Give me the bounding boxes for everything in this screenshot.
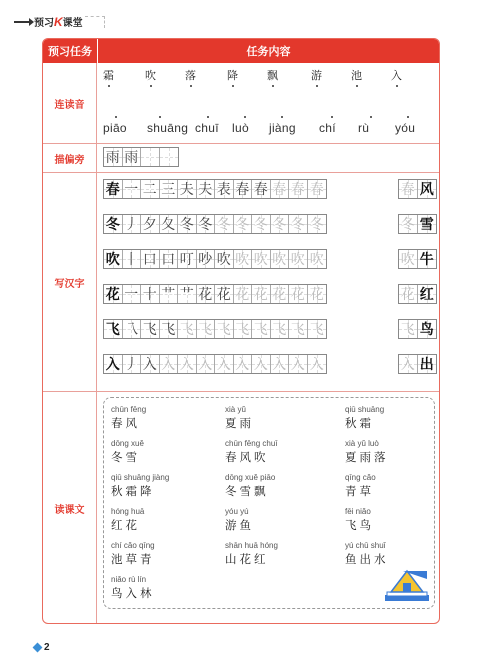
grid-cell [215, 355, 234, 373]
phrase-pinyin: hóng huā [111, 507, 145, 516]
word-char: 出 [419, 357, 434, 373]
divider [43, 172, 439, 173]
word-grid [398, 179, 437, 199]
read-aloud-pinyin: shuāng [147, 121, 189, 135]
trace-char: 入 [290, 357, 305, 373]
word-char: 鸟 [419, 322, 434, 338]
read-aloud-char: 霜 [103, 69, 114, 82]
trace-char: 冬 [253, 217, 268, 233]
grid-cell [104, 355, 123, 373]
arrow-icon [14, 21, 32, 23]
trace-char: 吹 [253, 252, 268, 268]
grid-cell [141, 285, 160, 303]
grid-cell [104, 215, 123, 233]
trace-char: 春 [290, 182, 305, 198]
phrase [225, 541, 278, 567]
grid-cell [271, 285, 290, 303]
grid-cell [271, 250, 290, 268]
stroke-char: 花 [216, 287, 231, 303]
word-grid [398, 319, 437, 339]
trace-char: 入 [216, 357, 231, 373]
grid-cell [418, 285, 437, 303]
grid-cell [178, 180, 197, 198]
dot-marker [356, 85, 358, 87]
trace-char: 吹 [400, 252, 415, 268]
trace-char: 飞 [235, 322, 250, 338]
dot-marker [407, 116, 409, 118]
grid-cell [308, 180, 327, 198]
dot-marker [316, 85, 318, 87]
dot-marker [150, 85, 152, 87]
grid-cell [308, 320, 327, 338]
grid-char: 冬 [105, 217, 120, 233]
grid-cell [178, 250, 197, 268]
phrase [345, 541, 389, 567]
stroke-char: 吵 [198, 252, 213, 268]
phrase-pinyin: dōng xuě piāo [225, 473, 276, 482]
phrase-hanzi: 红花 [111, 518, 140, 532]
decorative-bracket [85, 16, 105, 28]
grid-cell [141, 180, 160, 198]
grid-cell [308, 355, 327, 373]
word-char: 红 [419, 287, 434, 303]
stroke-char: 十 [142, 287, 157, 303]
phrase-pinyin: xià yǔ luò [345, 439, 379, 448]
label-radical: 描偏旁 [43, 144, 97, 172]
grid-cell [178, 355, 197, 373]
stroke-char: 丿 [124, 357, 139, 373]
phrase [111, 575, 155, 601]
phrase-hanzi: 鱼出水 [345, 552, 389, 566]
writing-grid [103, 354, 327, 374]
task-table [42, 38, 440, 624]
writing-grid [103, 284, 327, 304]
grid-cell [289, 355, 308, 373]
grid-cell [234, 250, 253, 268]
word-grid [398, 214, 437, 234]
read-aloud-pinyin: piāo [103, 121, 127, 135]
trace-char: 春 [400, 182, 415, 198]
stroke-char: 丨 [124, 252, 139, 268]
phrase-hanzi: 游鱼 [225, 518, 254, 532]
stroke-char: 夕 [142, 217, 157, 233]
grid-cell [308, 215, 327, 233]
stroke-char: 艹 [179, 287, 194, 303]
trace-char: 花 [235, 287, 250, 303]
grid-cell [141, 320, 160, 338]
phrase [225, 439, 277, 465]
grid-cell [418, 320, 437, 338]
phrase-pinyin: shān huā hóng [225, 541, 278, 550]
phrase-hanzi: 青草 [345, 484, 374, 498]
trace-char: 飞 [198, 322, 213, 338]
trace-char: 冬 [216, 217, 231, 233]
phrase-pinyin: chūn fēng chuī [225, 439, 278, 448]
phrase-pinyin: xià yǔ [225, 405, 246, 414]
grid-cell: 雨 [104, 148, 123, 166]
phrase-pinyin: fēi niǎo [345, 507, 371, 516]
dot-marker [159, 116, 161, 118]
grid-cell: 雨 [123, 148, 142, 166]
dot-marker [331, 116, 333, 118]
phrase-pinyin: qiū shuāng [345, 405, 385, 414]
word-char: 风 [419, 182, 434, 198]
label-read-aloud: 连读音 [43, 63, 97, 143]
phrase-hanzi: 秋霜 [345, 416, 374, 430]
phrase-hanzi: 夏雨 [225, 416, 254, 430]
phrase [111, 405, 146, 431]
stroke-char: 花 [198, 287, 213, 303]
phrase [111, 439, 144, 465]
stroke-char: 口 [142, 252, 157, 268]
read-aloud-char: 游 [311, 69, 322, 82]
grid-cell [234, 355, 253, 373]
word-grid [398, 284, 437, 304]
grid-cell [289, 320, 308, 338]
grid-cell [418, 180, 437, 198]
read-aloud-pinyin: luò [232, 121, 249, 135]
trace-char: 冬 [235, 217, 250, 233]
trace-char: 飞 [272, 322, 287, 338]
grid-cell [399, 285, 418, 303]
trace-char: 吹 [235, 252, 250, 268]
grid-cell [104, 285, 123, 303]
trace-char: 花 [272, 287, 287, 303]
trace-char: 花 [253, 287, 268, 303]
phrase-pinyin: yú chū shuǐ [345, 541, 386, 550]
grid-cell [197, 355, 216, 373]
grid-char: 花 [105, 287, 120, 303]
grid-cell [215, 250, 234, 268]
grid-cell [197, 180, 216, 198]
phrase-hanzi: 秋霜降 [111, 484, 155, 498]
stroke-char: 春 [253, 182, 268, 198]
read-aloud-char: 飘 [267, 69, 278, 82]
dot-marker [232, 85, 234, 87]
phrase-pinyin: chí cǎo qīng [111, 541, 155, 550]
read-aloud-char: 池 [351, 69, 362, 82]
word-char: 雪 [419, 217, 434, 233]
trace-char: 飞 [400, 322, 415, 338]
radical-grid [103, 147, 179, 167]
stroke-char: 春 [235, 182, 250, 198]
stroke-char: 叮 [179, 252, 194, 268]
grid-cell [252, 215, 271, 233]
trace-char: 飞 [179, 322, 194, 338]
stroke-char: 夂 [161, 217, 176, 233]
writing-grid [103, 179, 327, 199]
grid-cell [215, 285, 234, 303]
phrase-pinyin: yóu yú [225, 507, 249, 516]
phrase-hanzi: 飞鸟 [345, 518, 374, 532]
word-grid [398, 249, 437, 269]
phrase [111, 541, 155, 567]
read-aloud-char: 落 [185, 69, 196, 82]
phrase-hanzi: 春风 [111, 416, 140, 430]
grid-cell [418, 215, 437, 233]
word-char: 牛 [419, 252, 434, 268]
stroke-char: 表 [216, 182, 231, 198]
trace-char: 入 [309, 357, 324, 373]
grid-cell [160, 355, 179, 373]
stroke-char: 一 [124, 287, 139, 303]
grid-cell [160, 148, 179, 166]
grid-cell [399, 250, 418, 268]
trace-char: 入 [179, 357, 194, 373]
phrase [225, 507, 254, 533]
phrase-hanzi: 池草青 [111, 552, 155, 566]
grid-cell [289, 215, 308, 233]
read-aloud-pinyin: chuī [195, 121, 219, 135]
grid-cell [418, 250, 437, 268]
grid-cell [289, 250, 308, 268]
stroke-char: 三 [161, 182, 176, 198]
header-task: 预习任务 [43, 39, 97, 63]
trace-char: 花 [309, 287, 324, 303]
grid-cell [160, 320, 179, 338]
grid-cell [141, 355, 160, 373]
trace-char: 吹 [309, 252, 324, 268]
phrase [225, 405, 254, 431]
grid-cell [399, 180, 418, 198]
phrase-hanzi: 夏雨落 [345, 450, 389, 464]
stroke-char: 艹 [161, 287, 176, 303]
stroke-char: 夫 [198, 182, 213, 198]
trace-char: 冬 [272, 217, 287, 233]
stroke-char: 吹 [216, 252, 231, 268]
phrase-pinyin: chūn fēng [111, 405, 147, 414]
stroke-char: 飞 [142, 322, 157, 338]
grid-cell [308, 285, 327, 303]
phrase-hanzi: 春风吹 [225, 450, 269, 464]
trace-char: 冬 [309, 217, 324, 233]
trace-char: 飞 [290, 322, 305, 338]
read-aloud-char: 降 [227, 69, 238, 82]
read-aloud-char: 吹 [145, 69, 156, 82]
grid-cell [141, 148, 160, 166]
read-aloud-pinyin: yóu [395, 121, 416, 135]
stroke-char: 飞 [161, 322, 176, 338]
diamond-icon [33, 643, 43, 653]
phrase-pinyin: qīng cǎo [345, 473, 376, 482]
trace-char: 花 [290, 287, 305, 303]
read-aloud-pinyin: chí [319, 121, 336, 135]
stroke-char: 夫 [179, 182, 194, 198]
phrase [345, 405, 384, 431]
read-aloud-pinyin: rù [358, 121, 370, 135]
phrase-hanzi: 冬雪 [111, 450, 140, 464]
grid-cell [418, 355, 437, 373]
grid-cell [215, 320, 234, 338]
phrase [345, 439, 389, 465]
dot-marker [272, 85, 274, 87]
grid-cell [215, 215, 234, 233]
divider [43, 143, 439, 144]
grid-cell [234, 285, 253, 303]
phrase-hanzi: 冬雪飘 [225, 484, 269, 498]
trace-char: 冬 [400, 217, 415, 233]
phrase [225, 473, 275, 499]
read-aloud-pinyin: jiàng [269, 121, 296, 135]
trace-char: 飞 [309, 322, 324, 338]
writing-grid [103, 319, 327, 339]
read-aloud-char: 入 [391, 69, 402, 82]
label-read-text: 读课文 [43, 392, 97, 624]
grid-cell [123, 215, 142, 233]
dot-marker [396, 85, 398, 87]
stroke-char: 入 [142, 357, 157, 373]
grid-cell [178, 285, 197, 303]
trace-char: 吹 [272, 252, 287, 268]
grid-cell [141, 250, 160, 268]
grid-cell [234, 215, 253, 233]
page-number: 2 [34, 642, 50, 653]
grid-char: 吹 [105, 252, 120, 268]
trace-char: 春 [272, 182, 287, 198]
stroke-char: 丿 [124, 217, 139, 233]
grid-cell [123, 250, 142, 268]
grid-cell [104, 250, 123, 268]
grid-cell [252, 180, 271, 198]
grid-cell [197, 250, 216, 268]
dot-marker [244, 116, 246, 118]
writing-grid [103, 214, 327, 234]
phrase-pinyin: dōng xuě [111, 439, 144, 448]
grid-cell [160, 285, 179, 303]
phrase [111, 507, 144, 533]
grid-cell [252, 320, 271, 338]
grid-char: 飞 [105, 322, 120, 338]
dot-marker [281, 116, 283, 118]
trace-char: 春 [309, 182, 324, 198]
trace-char: 花 [400, 287, 415, 303]
dot-marker [115, 116, 117, 118]
grid-cell [252, 355, 271, 373]
grid-cell [197, 215, 216, 233]
trace-char: 入 [253, 357, 268, 373]
brand-logo: 预习 K 课堂 [14, 14, 105, 29]
phrase-pinyin: qiū shuāng jiàng [111, 473, 170, 482]
grid-cell [271, 215, 290, 233]
grid-cell [399, 320, 418, 338]
grid-cell [104, 180, 123, 198]
phrase [345, 507, 374, 533]
grid-cell [123, 285, 142, 303]
trace-char: 入 [198, 357, 213, 373]
trace-char: 吹 [290, 252, 305, 268]
grid-cell [271, 180, 290, 198]
phrase-pinyin: niǎo rù lín [111, 575, 147, 584]
grid-cell [141, 215, 160, 233]
grid-cell [123, 320, 142, 338]
trace-char: 入 [272, 357, 287, 373]
trace-char: 飞 [253, 322, 268, 338]
trace-char: 入 [400, 357, 415, 373]
stroke-char: 冬 [179, 217, 194, 233]
trace-char: 冬 [290, 217, 305, 233]
grid-cell [104, 320, 123, 338]
trace-char: 入 [161, 357, 176, 373]
grid-cell [215, 180, 234, 198]
grid-cell [178, 215, 197, 233]
grid-cell [271, 355, 290, 373]
phrase-hanzi: 鸟入林 [111, 586, 155, 600]
dot-marker [108, 85, 110, 87]
grid-cell [160, 215, 179, 233]
grid-cell [399, 355, 418, 373]
word-grid [398, 354, 437, 374]
grid-cell [289, 285, 308, 303]
house-book-icon [383, 565, 431, 605]
writing-grid [103, 249, 327, 269]
dot-marker [370, 116, 372, 118]
grid-cell [252, 285, 271, 303]
trace-char: 入 [235, 357, 250, 373]
grid-cell [123, 180, 142, 198]
label-write: 写汉字 [43, 173, 97, 391]
grid-cell [234, 320, 253, 338]
dot-marker [207, 116, 209, 118]
grid-cell [252, 250, 271, 268]
grid-cell [399, 215, 418, 233]
divider [43, 391, 439, 392]
stroke-char: 冬 [198, 217, 213, 233]
stroke-char: 乁 [124, 322, 139, 338]
phrase [345, 473, 376, 499]
grid-cell [197, 285, 216, 303]
grid-cell [123, 355, 142, 373]
grid-cell [160, 250, 179, 268]
stroke-char: 口 [161, 252, 176, 268]
stroke-char: 一 [124, 182, 139, 198]
phrase [111, 473, 169, 499]
grid-char: 入 [105, 357, 120, 373]
dot-marker [190, 85, 192, 87]
grid-char: 春 [105, 182, 120, 198]
grid-cell [308, 250, 327, 268]
grid-cell [234, 180, 253, 198]
phrase-hanzi: 山花红 [225, 552, 269, 566]
grid-cell [160, 180, 179, 198]
grid-cell [178, 320, 197, 338]
stroke-char: 二 [142, 182, 157, 198]
grid-cell [197, 320, 216, 338]
grid-cell [289, 180, 308, 198]
header-content: 任务内容 [98, 39, 439, 63]
grid-cell [271, 320, 290, 338]
trace-char: 飞 [216, 322, 231, 338]
